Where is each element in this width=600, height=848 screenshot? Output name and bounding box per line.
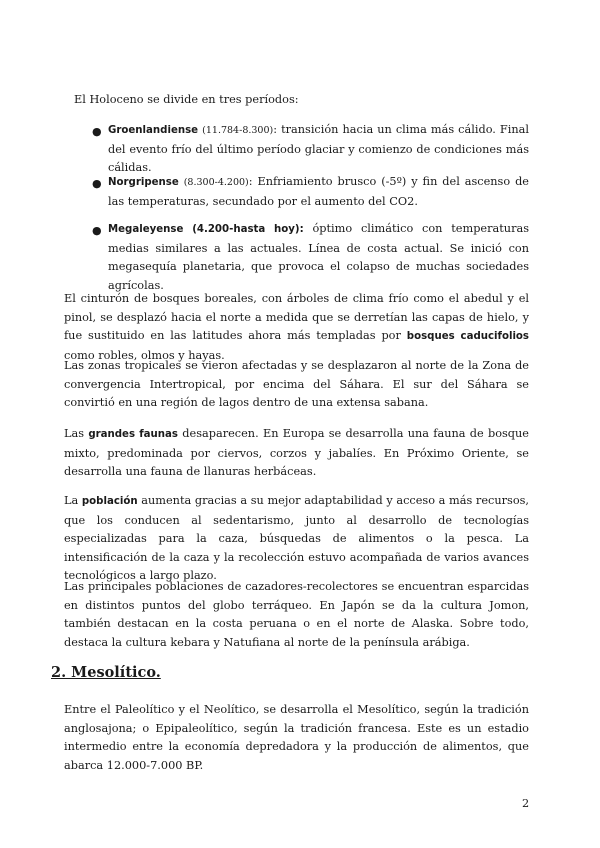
period-name: Megaleyense bbox=[108, 224, 184, 235]
period-name: Norgripense bbox=[108, 177, 179, 188]
period-name: Groenlandiense bbox=[108, 125, 199, 136]
period-item-norgripense bbox=[108, 173, 529, 211]
paragraph-text: Las bbox=[64, 427, 89, 440]
intro-text: El Holoceno se divide en tres períodos: bbox=[74, 93, 299, 106]
paragraph-text: El cinturón de bosques boreales, con árboles de clima frío como el abedul y el pinol, se desplazó hacia el norte a medida que se derretían las capas de hielo, y fue sustituido en las latitudes ahora más templadas por bbox=[64, 292, 529, 343]
paragraph-text: aumenta gracias a su mejor adaptabilidad y acceso a más recursos, que los conducen al sedentarismo, junto al desarrollo de tecnologías especializadas para la caza, búsquedas de alimentos o la pesca. La intensificación de la caza y la recolección estuvo acompañada de varios avances tecnológicos a largo plazo. bbox=[64, 494, 530, 583]
paragraph-text: como robles, olmos y hayas. bbox=[64, 348, 225, 362]
paragraph-text: desaparecen. En Europa se desarrolla una fauna de bosque mixto, predominada por ciervos, corzos y jabalíes. En Próximo Oriente, se desarrolla una fauna de llanuras herbáceas. bbox=[64, 427, 529, 479]
bullet-icon: ● bbox=[92, 125, 102, 138]
page-number: 2 bbox=[522, 797, 530, 810]
paragraph-mesolitico: Entre el Paleolítico y el Neolítico, se desarrolla el Mesolítico, según la tradición anglosajona; o Epipaleolítico, según la tradición francesa. Este es un estadio intermedio entre la economía depredadora y la producción de alimentos, que abarca 12.000-7.000 BP. bbox=[64, 703, 529, 772]
period-range: (8.300-4.200) bbox=[183, 177, 249, 188]
paragraph-poblaciones: Las principales poblaciones de cazadores-recolectores se encuentran esparcidas en distintos puntos del globo terráqueo. En Japón se da la cultura Jomon, también destacan en la costa peruana o en el norte de Alaska. Sobre todo, destaca la cultura kebara y Natufiana al norte de la península arábiga. bbox=[64, 580, 529, 649]
paragraph-text: La bbox=[64, 494, 82, 507]
paragraph-poblacion bbox=[64, 492, 529, 586]
period-item-groenlandiense bbox=[108, 121, 529, 178]
section-heading: 2. Mesolítico. bbox=[51, 664, 161, 681]
bullet-icon: ● bbox=[92, 177, 102, 190]
period-item-megaleyense bbox=[108, 220, 529, 295]
period-text: óptimo climático con temperaturas medias similares a las actuales. Línea de costa actual. Se inició con megasequía planetaria, que provoca el colapso de muchas sociedades agrícolas. bbox=[108, 222, 529, 292]
bold-term: población bbox=[81, 496, 138, 507]
period-range: (4.200-hasta hoy): bbox=[192, 224, 304, 235]
bullet-icon: ● bbox=[92, 224, 102, 237]
paragraph-tropical: Las zonas tropicales se vieron afectadas y se desplazaron al norte de la Zona de convergencia Intertropical, por encima del Sáhara. El sur del Sáhara se convirtió en una región de lagos dentro de una extensa sabana. bbox=[64, 359, 529, 410]
period-text: : Enfriamiento brusco (-5º) y fin del ascenso de las temperaturas, secundado por el aumento del CO2. bbox=[108, 175, 529, 208]
paragraph-faunas bbox=[64, 425, 529, 482]
bold-term: grandes faunas bbox=[88, 429, 179, 440]
period-range: (11.784-8.300) bbox=[202, 125, 274, 136]
paragraph-bosques bbox=[64, 290, 529, 365]
bold-term: bosques caducifolios bbox=[406, 331, 529, 343]
period-text: : transición hacia un clima más cálido. Final del evento frío del último período glaciar y comienzo de condiciones más cálidas. bbox=[108, 123, 530, 175]
